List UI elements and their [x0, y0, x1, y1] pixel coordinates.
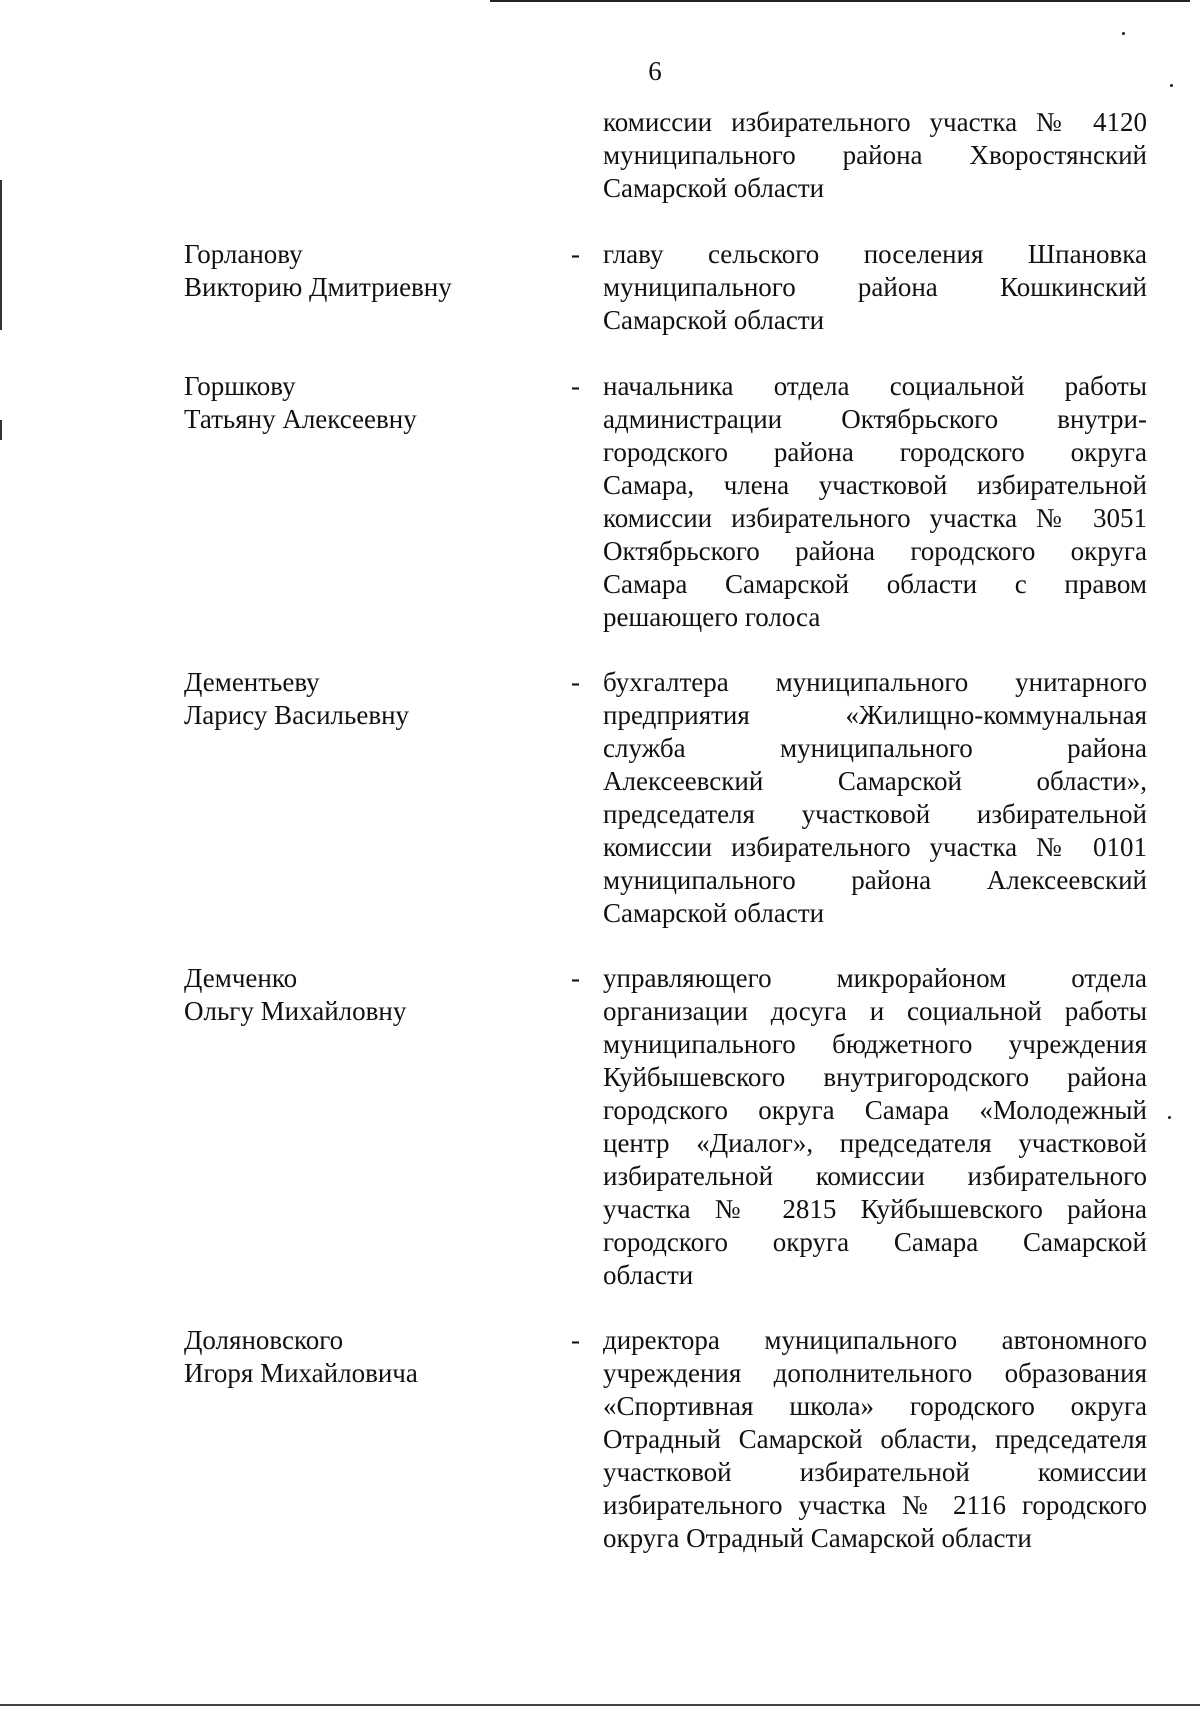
appointee-name [184, 962, 544, 1028]
text-line: муниципального бюджетного учреждения [603, 1029, 1147, 1059]
text-line: Отрадный Самарской области, председателя [603, 1424, 1147, 1454]
text-line: организации досуга и социальной работы [603, 996, 1147, 1026]
appointee-position [603, 962, 1147, 1292]
text-line: городского округа Самара Самарской [603, 1227, 1147, 1257]
appointee-position [603, 666, 1147, 930]
name-line: Доляновского [184, 1325, 344, 1355]
dash-separator: - [571, 1325, 580, 1355]
text-line: учреждения дополнительного образования [603, 1358, 1147, 1388]
text-line: главу сельского поселения Шпановка [603, 239, 1147, 269]
name-line: Дементьеву [184, 667, 320, 697]
dash-separator: - [571, 963, 580, 993]
text-line: управляющего микрорайоном отдела [603, 963, 1147, 993]
text-line: комиссии избирательного участка № 3051 [603, 503, 1147, 533]
text-line: комиссии избирательного участка № 0101 [603, 832, 1147, 862]
text-line: муниципального района Кошкинский [603, 272, 1147, 302]
text-line: начальника отдела социальной работы [603, 371, 1147, 401]
text-line: Самара, члена участковой избирательной [603, 470, 1147, 500]
text-line: муниципального района Алексеевский [603, 865, 1147, 895]
page-number: 6 [648, 56, 662, 86]
text-line: председателя участковой избирательной [603, 799, 1147, 829]
name-line: Игоря Михайловича [184, 1358, 418, 1388]
scan-speck [1122, 32, 1125, 35]
scan-speck [1170, 84, 1173, 87]
name-line: Татьяну Алексеевну [184, 404, 417, 434]
text-line: избирательного участка № 2116 городского [603, 1490, 1147, 1520]
text-line: городского округа Самара «Молодежный [603, 1095, 1147, 1125]
continuation-text [603, 106, 1147, 205]
appointee-position [603, 370, 1147, 634]
appointee-name [184, 370, 544, 436]
text-line: избирательной комиссии избирательного [603, 1161, 1147, 1191]
scan-edge-top [490, 0, 1190, 2]
text-line: Самара Самарской области с правом [603, 569, 1147, 599]
text-line: администрации Октябрьского внутри- [603, 404, 1147, 434]
text-line: участка № 2815 Куйбышевского района [603, 1194, 1147, 1224]
text-line: «Спортивная школа» городского округа [603, 1391, 1147, 1421]
appointee-name [184, 238, 544, 304]
text-line: области [603, 1260, 694, 1290]
text-line: Октябрьского района городского округа [603, 536, 1147, 566]
text-line: директора муниципального автономного [603, 1325, 1147, 1355]
text-line: центр «Диалог», председателя участковой [603, 1128, 1147, 1158]
scan-edge-left [0, 180, 2, 330]
text-line: Самарской области [603, 305, 825, 335]
name-line: Викторию Дмитриевну [184, 272, 452, 302]
text-line: Самарской области [603, 173, 825, 203]
text-line: городского района городского округа [603, 437, 1147, 467]
appointee-position [603, 238, 1147, 337]
text-line: решающего голоса [603, 602, 821, 632]
scan-edge-bottom [0, 1704, 1200, 1706]
dash-separator: - [571, 371, 580, 401]
text-line: Куйбышевского внутригородского района [603, 1062, 1147, 1092]
text-line: Самарской области [603, 898, 825, 928]
appointee-position [603, 1324, 1147, 1555]
text-line: Алексеевский Самарской области», [603, 766, 1147, 796]
appointee-name [184, 1324, 544, 1390]
name-line: Демченко [184, 963, 298, 993]
text-line: служба муниципального района [603, 733, 1147, 763]
name-line: Горшкову [184, 371, 296, 401]
text-line: муниципального района Хворостянский [603, 140, 1147, 170]
text-line: предприятия «Жилищно-коммунальная [603, 700, 1147, 730]
text-line: округа Отрадный Самарской области [603, 1523, 1032, 1553]
name-line: Ольгу Михайловну [184, 996, 407, 1026]
scan-edge-left [0, 420, 2, 440]
name-line: Горланову [184, 239, 303, 269]
text-line: комиссии избирательного участка № 4120 [603, 107, 1147, 137]
scan-speck [1168, 1116, 1171, 1119]
dash-separator: - [571, 667, 580, 697]
name-line: Ларису Васильевну [184, 700, 410, 730]
text-line: бухгалтера муниципального унитарного [603, 667, 1147, 697]
text-line: участковой избирательной комиссии [603, 1457, 1147, 1487]
dash-separator: - [571, 239, 580, 269]
appointee-name [184, 666, 544, 732]
